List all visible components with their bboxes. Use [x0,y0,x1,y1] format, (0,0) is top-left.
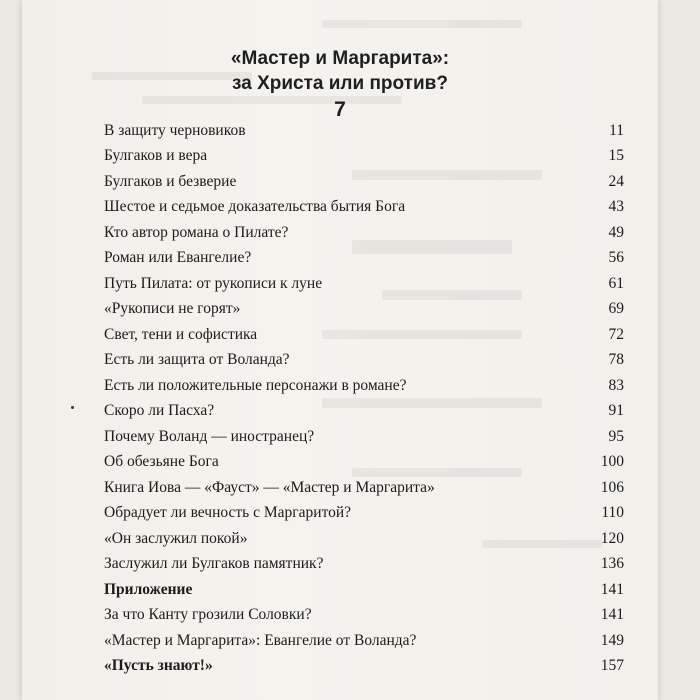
toc-entry-title: Кто автор романа о Пилате? [104,223,289,241]
toc-entry-title: Почему Воланд — иностранец? [104,427,315,445]
toc-entry [104,195,624,221]
toc-entry-title: Есть ли защита от Воланда? [104,351,290,369]
print-speck [71,406,74,409]
toc-entry-page: 141 [600,580,624,598]
toc-entry-page: 100 [600,453,624,471]
book-page [22,0,658,700]
toc-entry [104,526,624,552]
toc-entry-title: Есть ли положительные персонажи в романе? [104,376,407,394]
toc-entry-title: Заслужил ли Булгаков памятник? [104,555,324,573]
toc-entry [104,424,624,450]
toc-entry [104,169,624,195]
toc-entry [104,271,624,297]
table-of-contents [104,118,624,679]
toc-entry-page: 106 [600,478,624,496]
toc-entry-page: 43 [608,198,624,216]
toc-entry [104,220,624,246]
toc-entry-page: 83 [608,376,624,394]
toc-entry-page: 136 [600,555,624,573]
toc-entry-title: Приложение [104,580,193,598]
toc-entry-title: Роман или Евангелие? [104,249,252,267]
toc-entry-title: Шестое и седьмое доказательства бытия Бога [104,198,406,216]
toc-entry [104,297,624,323]
toc-entry-title: Скоро ли Пасха? [104,402,215,420]
toc-entry-title: Путь Пилата: от рукописи к луне [104,274,323,292]
toc-entry-title: «Мастер и Маргарита»: Евангелие от Воланда? [104,631,417,649]
toc-entry-title: Обрадует ли вечность с Маргаритой? [104,504,352,522]
toc-entry [104,399,624,425]
toc-entry-page: 61 [608,274,624,292]
chapter-header [22,46,658,123]
toc-entry [104,577,624,603]
toc-entry-page: 11 [609,121,624,139]
toc-entry-page: 110 [601,504,624,522]
toc-entry [104,552,624,578]
toc-entry-page: 78 [608,351,624,369]
toc-entry-page: 24 [608,172,624,190]
toc-entry-title: «Рукописи не горят» [104,300,241,318]
toc-entry-page: 15 [608,147,624,165]
toc-entry-title: «Он заслужил покой» [104,529,248,547]
toc-entry-title: Книга Иова — «Фауст» — «Мастер и Маргарита» [104,478,435,496]
toc-entry-title: Булгаков и безверие [104,172,237,190]
toc-entry-page: 49 [608,223,624,241]
toc-entry-title: Булгаков и вера [104,147,208,165]
toc-entry-page: 69 [608,300,624,318]
toc-entry-title: Об обезьяне Бога [104,453,219,471]
toc-entry-title: Свет, тени и софистика [104,325,258,343]
toc-entry-title: В защиту черновиков [104,121,246,139]
toc-entry [104,501,624,527]
toc-entry [104,373,624,399]
toc-entry [104,654,624,680]
toc-entry-page: 56 [608,249,624,267]
toc-entry-page: 120 [600,529,624,547]
toc-entry-page: 157 [600,657,624,675]
toc-entry-page: 91 [608,402,624,420]
toc-entry-page: 141 [600,606,624,624]
section-number: 7 [334,98,346,121]
toc-entry [104,450,624,476]
chapter-title-line1: «Мастер и Маргарита»: [230,48,450,69]
toc-entry [104,628,624,654]
toc-entry [104,348,624,374]
toc-entry [104,144,624,170]
toc-entry [104,118,624,144]
toc-entry [104,322,624,348]
toc-entry [104,475,624,501]
chapter-title-line2: за Христа или против? [232,73,448,94]
toc-entry-page: 95 [608,427,624,445]
toc-entry-title: «Пусть знают!» [104,657,213,675]
toc-entry-page: 149 [600,631,624,649]
toc-entry-page: 72 [608,325,624,343]
toc-entry-title: За что Канту грозили Соловки? [104,606,312,624]
toc-entry [104,246,624,272]
toc-entry [104,603,624,629]
